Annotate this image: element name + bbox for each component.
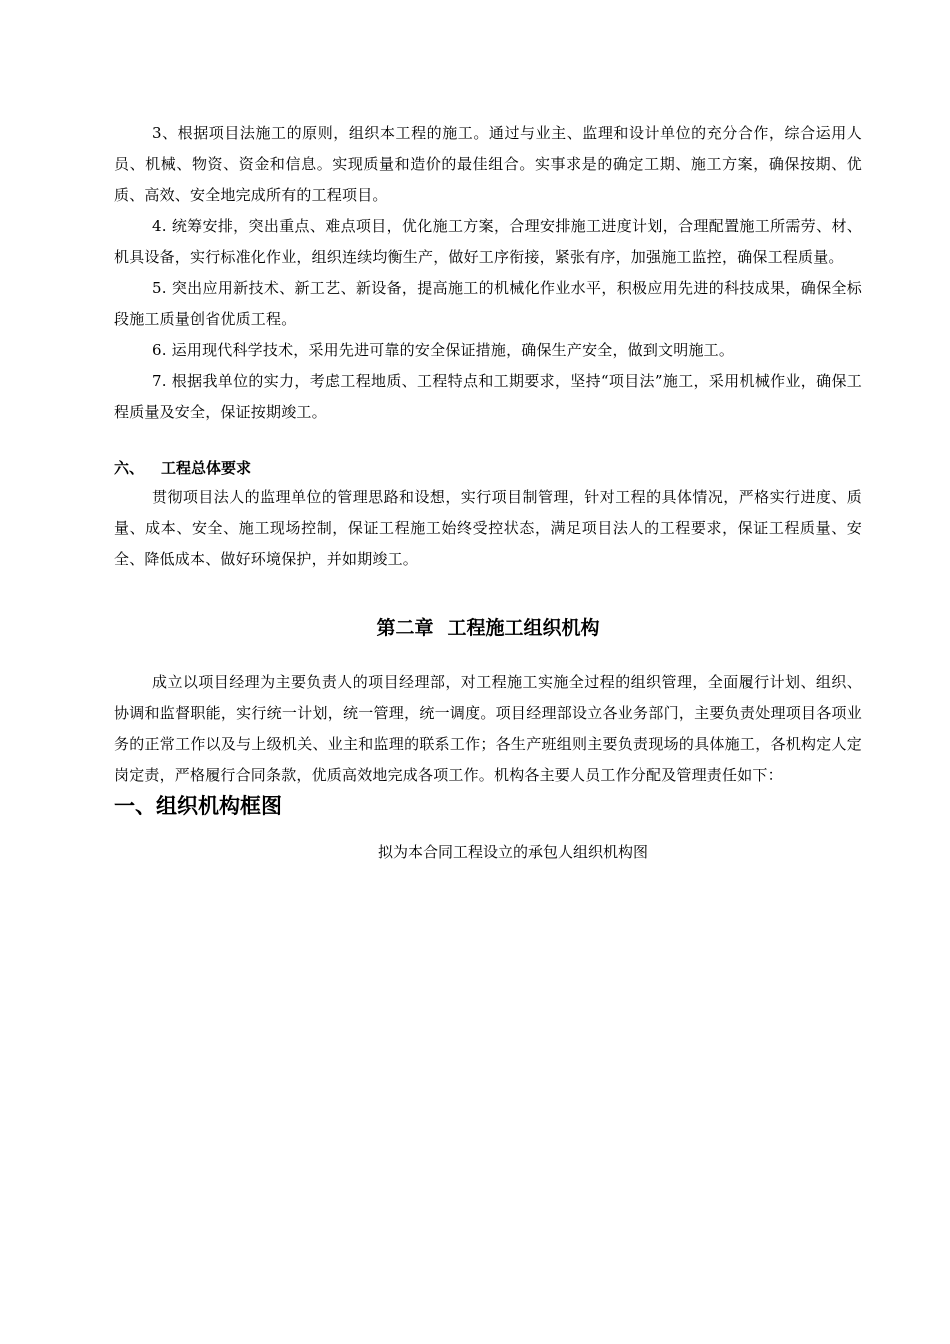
paragraph-item-7: 7. 根据我单位的实力，考虑工程地质、工程特点和工期要求，坚持“项目法”施工，采用机械作业，确保工程质量及安全，保证按期竣工。 bbox=[114, 372, 862, 421]
chapter-name: 工程施工组织机构 bbox=[447, 617, 600, 639]
chapter-title bbox=[114, 613, 862, 643]
section-6-heading bbox=[114, 454, 862, 482]
org-chart-heading: 一、组织机构框图 bbox=[114, 794, 282, 818]
section-6-number: 六、 bbox=[114, 459, 145, 477]
document-page bbox=[114, 118, 862, 863]
paragraph-item-4: 4. 统筹安排，突出重点、难点项目，优化施工方案，合理安排施工进度计划，合理配置施工所需劳、材、机具设备，实行标准化作业，组织连续均衡生产，做好工序衔接，紧张有序，加强施工监控，确保工程质量。 bbox=[114, 217, 862, 266]
org-chart-caption: 拟为本合同工程设立的承包人组织机构图 bbox=[378, 843, 649, 861]
paragraph-item-5: 5. 突出应用新技术、新工艺、新设备，提高施工的机械化作业水平，积极应用先进的科技成果，确保全标段施工质量创省优质工程。 bbox=[114, 279, 862, 328]
chapter-intro: 成立以项目经理为主要负责人的项目经理部，对工程施工实施全过程的组织管理，全面履行计划、组织、协调和监督职能，实行统一计划，统一管理，统一调度。项目经理部设立各业务部门，主要负责处理项目各项业务的正常工作以及与上级机关、业主和监理的联系工作；各生产班组则主要负责现场的具体施工，各机构定人定岗定责，严格履行合同条款，优质高效地完成各项工作。机构各主要人员工作分配及管理责任如下： bbox=[114, 673, 862, 784]
section-6-body: 贯彻项目法人的监理单位的管理思路和设想，实行项目制管理，针对工程的具体情况，严格实行进度、质量、成本、安全、施工现场控制，保证工程施工始终受控状态，满足项目法人的工程要求，保证工程质量、安全、降低成本、做好环境保护，并如期竣工。 bbox=[114, 488, 862, 568]
section-6-title: 工程总体要求 bbox=[161, 459, 252, 477]
chapter-label: 第二章 bbox=[376, 617, 434, 639]
paragraph-item-3: 3、根据项目法施工的原则，组织本工程的施工。通过与业主、监理和设计单位的充分合作，综合运用人员、机械、物资、资金和信息。实现质量和造价的最佳组合。实事求是的确定工期、施工方案，确保按期、优质、高效、安全地完成所有的工程项目。 bbox=[114, 124, 862, 204]
paragraph-item-6: 6. 运用现代科学技术，采用先进可靠的安全保证措施，确保生产安全，做到文明施工。 bbox=[152, 341, 735, 359]
